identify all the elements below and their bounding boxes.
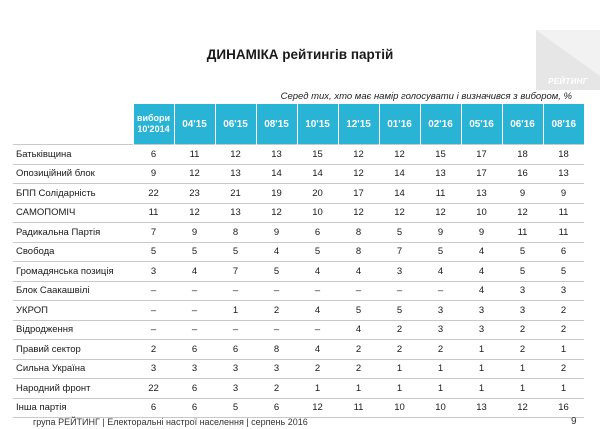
rating-value: 11 — [543, 203, 584, 223]
footer — [0, 417, 600, 429]
rating-value: 12 — [256, 203, 297, 223]
party-name: Інша партія — [13, 398, 133, 418]
rating-value: 13 — [420, 164, 461, 184]
rating-value: 3 — [502, 281, 543, 301]
rating-value: 3 — [133, 359, 174, 379]
party-name: Блок Саакашвілі — [13, 281, 133, 301]
rating-value: 9 — [174, 223, 215, 243]
rating-value: 1 — [420, 359, 461, 379]
rating-value: 11 — [338, 398, 379, 418]
rating-value: – — [174, 281, 215, 301]
rating-value: 2 — [502, 340, 543, 360]
rating-value: – — [174, 301, 215, 321]
rating-value: 13 — [461, 184, 502, 204]
rating-value: 9 — [420, 223, 461, 243]
rating-value: 2 — [338, 359, 379, 379]
rating-value: 10 — [379, 398, 420, 418]
party-name: Відродження — [13, 320, 133, 340]
rating-value: 3 — [215, 379, 256, 399]
rating-value: 3 — [461, 320, 502, 340]
table-row — [13, 379, 584, 399]
rating-value: 3 — [461, 301, 502, 321]
column-header: 04'15 — [174, 104, 215, 145]
rating-value: 1 — [338, 379, 379, 399]
rating-value: 4 — [420, 262, 461, 282]
rating-value: 18 — [502, 145, 543, 165]
party-name: БПП Солідарність — [13, 184, 133, 204]
rating-value: 13 — [215, 164, 256, 184]
rating-value: 3 — [174, 359, 215, 379]
rating-logo — [536, 30, 600, 90]
column-header: 12'15 — [338, 104, 379, 145]
rating-value: – — [133, 281, 174, 301]
ratings-table — [13, 104, 584, 418]
rating-value: 17 — [461, 145, 502, 165]
rating-value: – — [215, 320, 256, 340]
rating-value: 9 — [543, 184, 584, 204]
column-header: 08'16 — [543, 104, 584, 145]
rating-value: 5 — [174, 242, 215, 262]
rating-value: 5 — [543, 262, 584, 282]
party-name: Свобода — [13, 242, 133, 262]
rating-value: 2 — [297, 359, 338, 379]
rating-value: 5 — [297, 242, 338, 262]
rating-value: 14 — [297, 164, 338, 184]
rating-value: 3 — [420, 301, 461, 321]
rating-value: 1 — [297, 379, 338, 399]
footer-text: група РЕЙТИНГ | Електоральні настрої населення | серпень 2016 — [33, 417, 308, 427]
rating-value: 2 — [543, 320, 584, 340]
rating-value: 2 — [543, 359, 584, 379]
rating-value: 5 — [379, 223, 420, 243]
rating-value: 4 — [297, 301, 338, 321]
rating-value: 18 — [543, 145, 584, 165]
rating-value: 20 — [297, 184, 338, 204]
table-subtitle: Серед тих, хто має намір голосувати і визначився з вибором, % — [280, 91, 572, 102]
rating-value: – — [215, 281, 256, 301]
rating-value: 3 — [133, 262, 174, 282]
table-row — [13, 184, 584, 204]
rating-value: 10 — [420, 398, 461, 418]
rating-value: 13 — [256, 145, 297, 165]
party-name: Громадянська позиція — [13, 262, 133, 282]
rating-value: 14 — [379, 164, 420, 184]
rating-value: – — [379, 281, 420, 301]
rating-value: 1 — [543, 379, 584, 399]
rating-value: 12 — [338, 145, 379, 165]
rating-value: 5 — [215, 242, 256, 262]
table-row — [13, 262, 584, 282]
table-row — [13, 242, 584, 262]
table-row — [13, 301, 584, 321]
rating-value: 13 — [543, 164, 584, 184]
rating-value: 2 — [502, 320, 543, 340]
rating-value: 2 — [133, 340, 174, 360]
rating-value: 3 — [543, 281, 584, 301]
rating-value: 17 — [338, 184, 379, 204]
rating-value: 1 — [215, 301, 256, 321]
party-name: Батьківщина — [13, 145, 133, 165]
rating-value: 6 — [215, 340, 256, 360]
rating-value: 7 — [379, 242, 420, 262]
rating-value: 15 — [297, 145, 338, 165]
rating-value: 10 — [297, 203, 338, 223]
rating-value: 12 — [379, 145, 420, 165]
rating-value: 22 — [133, 379, 174, 399]
rating-value: 8 — [338, 223, 379, 243]
rating-value: 4 — [297, 262, 338, 282]
rating-value: 2 — [379, 320, 420, 340]
rating-value: 3 — [420, 320, 461, 340]
column-header: 10'15 — [297, 104, 338, 145]
rating-value: 13 — [215, 203, 256, 223]
rating-value: – — [133, 320, 174, 340]
rating-value: 9 — [256, 223, 297, 243]
table-row — [13, 340, 584, 360]
table-row — [13, 164, 584, 184]
column-header: 06'15 — [215, 104, 256, 145]
rating-value: 3 — [379, 262, 420, 282]
rating-value: – — [420, 281, 461, 301]
party-name: Опозиційний блок — [13, 164, 133, 184]
rating-value: 13 — [461, 398, 502, 418]
rating-value: 23 — [174, 184, 215, 204]
party-name: Радикальна Партія — [13, 223, 133, 243]
table-row — [13, 145, 584, 165]
table-row — [13, 281, 584, 301]
rating-value: 9 — [461, 223, 502, 243]
rating-value: 4 — [338, 320, 379, 340]
rating-value: 1 — [502, 379, 543, 399]
party-name: Народний фронт — [13, 379, 133, 399]
rating-value: 3 — [502, 301, 543, 321]
rating-value: 16 — [543, 398, 584, 418]
rating-value: – — [256, 281, 297, 301]
rating-value: 4 — [461, 281, 502, 301]
rating-value: 5 — [215, 398, 256, 418]
rating-value: 6 — [256, 398, 297, 418]
rating-value: 8 — [338, 242, 379, 262]
rating-value: 4 — [297, 340, 338, 360]
rating-value: 1 — [379, 379, 420, 399]
rating-value: – — [297, 281, 338, 301]
rating-value: – — [338, 281, 379, 301]
rating-value: 5 — [502, 262, 543, 282]
table-row — [13, 223, 584, 243]
rating-value: – — [133, 301, 174, 321]
rating-value: 4 — [174, 262, 215, 282]
rating-value: 5 — [379, 301, 420, 321]
rating-value: 12 — [174, 164, 215, 184]
rating-value: 12 — [502, 203, 543, 223]
rating-value: 1 — [502, 359, 543, 379]
rating-value: 7 — [133, 223, 174, 243]
rating-value: – — [297, 320, 338, 340]
rating-value: 1 — [461, 340, 502, 360]
rating-value: 17 — [461, 164, 502, 184]
rating-value: 3 — [215, 359, 256, 379]
header-corner — [13, 104, 133, 145]
rating-value: 9 — [133, 164, 174, 184]
rating-value: 4 — [461, 242, 502, 262]
rating-value: 1 — [461, 379, 502, 399]
column-header: 08'15 — [256, 104, 297, 145]
rating-value: 1 — [420, 379, 461, 399]
header-row — [13, 104, 584, 145]
rating-value: 6 — [133, 398, 174, 418]
rating-value: 6 — [297, 223, 338, 243]
party-name: Сильна Україна — [13, 359, 133, 379]
rating-value: 2 — [256, 379, 297, 399]
rating-value: 4 — [461, 262, 502, 282]
rating-value: 12 — [215, 145, 256, 165]
rating-value: – — [256, 320, 297, 340]
rating-value: 12 — [297, 398, 338, 418]
logo-text: РЕЙТИНГ — [548, 77, 588, 86]
rating-value: 19 — [256, 184, 297, 204]
rating-value: 21 — [215, 184, 256, 204]
rating-value: 7 — [215, 262, 256, 282]
rating-value: 14 — [379, 184, 420, 204]
party-name: Правий сектор — [13, 340, 133, 360]
page-number: 9 — [571, 416, 577, 427]
rating-value: 5 — [338, 301, 379, 321]
rating-value: 6 — [133, 145, 174, 165]
rating-value: 4 — [256, 242, 297, 262]
column-header: 02'16 — [420, 104, 461, 145]
rating-value: 6 — [174, 340, 215, 360]
rating-value: 5 — [502, 242, 543, 262]
column-header: вибори 10'2014 — [133, 104, 174, 145]
rating-value: 1 — [461, 359, 502, 379]
rating-value: 11 — [502, 223, 543, 243]
rating-value: 9 — [502, 184, 543, 204]
rating-value: 11 — [543, 223, 584, 243]
rating-value: 11 — [420, 184, 461, 204]
rating-value: 2 — [338, 340, 379, 360]
rating-value: 2 — [543, 301, 584, 321]
rating-value: 14 — [256, 164, 297, 184]
rating-value: 12 — [338, 203, 379, 223]
slide-title: ДИНАМІКА рейтингів партій — [206, 47, 394, 62]
table-row — [13, 398, 584, 418]
rating-value: 12 — [420, 203, 461, 223]
rating-value: 2 — [256, 301, 297, 321]
rating-value: 12 — [338, 164, 379, 184]
rating-value: 5 — [256, 262, 297, 282]
rating-value: – — [174, 320, 215, 340]
rating-value: 12 — [379, 203, 420, 223]
rating-value: 8 — [215, 223, 256, 243]
rating-value: 12 — [174, 203, 215, 223]
rating-value: 6 — [543, 242, 584, 262]
table-row — [13, 320, 584, 340]
party-name: САМОПОМІЧ — [13, 203, 133, 223]
rating-value: 8 — [256, 340, 297, 360]
rating-value: 1 — [379, 359, 420, 379]
rating-value: 2 — [379, 340, 420, 360]
rating-value: 6 — [174, 398, 215, 418]
rating-value: 11 — [174, 145, 215, 165]
rating-value: 2 — [420, 340, 461, 360]
rating-value: 3 — [256, 359, 297, 379]
column-header: 01'16 — [379, 104, 420, 145]
rating-value: 5 — [420, 242, 461, 262]
rating-value: 11 — [133, 203, 174, 223]
rating-value: 5 — [133, 242, 174, 262]
rating-value: 4 — [338, 262, 379, 282]
table-row — [13, 359, 584, 379]
rating-value: 10 — [461, 203, 502, 223]
rating-value: 1 — [543, 340, 584, 360]
column-header: 05'16 — [461, 104, 502, 145]
table-row — [13, 203, 584, 223]
rating-value: 22 — [133, 184, 174, 204]
rating-value: 16 — [502, 164, 543, 184]
rating-value: 6 — [174, 379, 215, 399]
rating-value: 15 — [420, 145, 461, 165]
rating-value: 12 — [502, 398, 543, 418]
party-name: УКРОП — [13, 301, 133, 321]
column-header: 06'16 — [502, 104, 543, 145]
